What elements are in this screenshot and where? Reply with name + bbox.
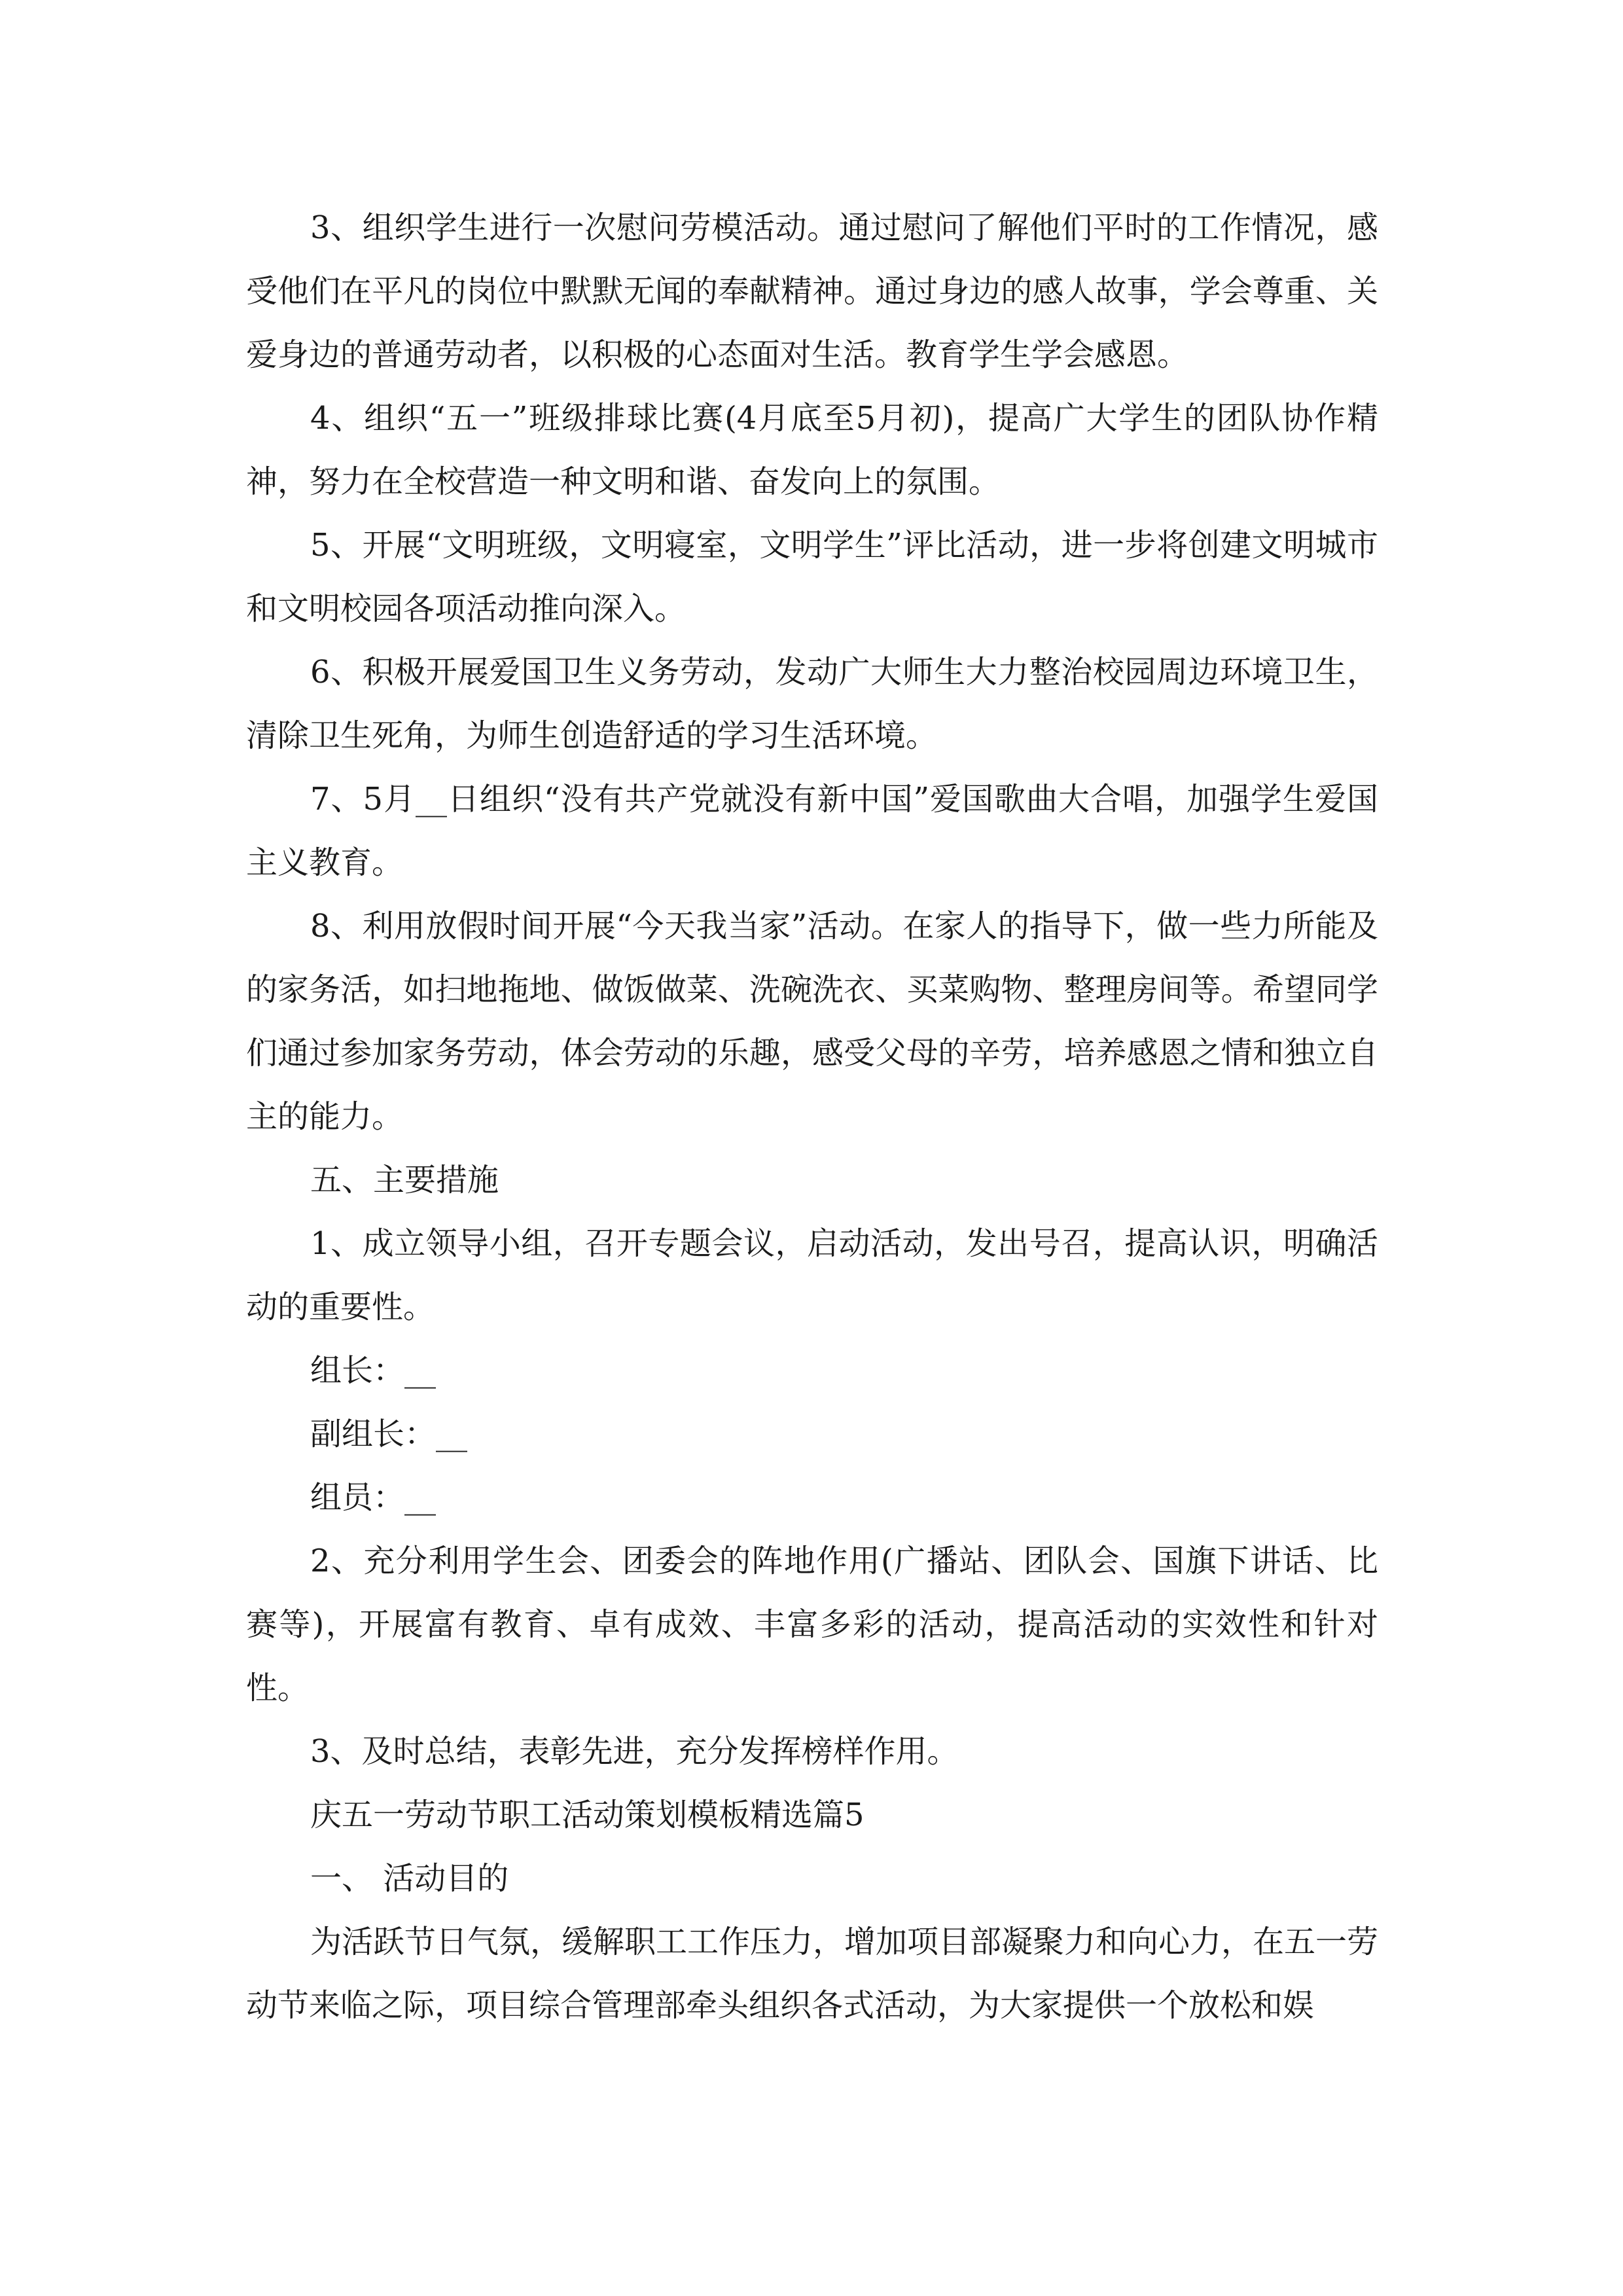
paragraph-activity-purpose: 为活跃节日气氛，缓解职工工作压力，增加项目部凝聚力和向心力，在五一劳动节来临之际，项目综合管理部牵头组织各式活动，为大家提供一个放松和娱 bbox=[246, 1924, 1379, 2024]
paragraph-item-8-housework: 8、利用放假时间开展“今天我当家”活动。在家人的指导下，做一些力所能及的家务活，如扫地拖地、做饭做菜、洗碗洗衣、买菜购物、整理房间等。希望同学们通过参加家务劳动，体会劳动的乐趣，感受父母的辛劳，培养感恩之情和独立自主的能力。 bbox=[246, 908, 1378, 1135]
article-title-part-5: 庆五一劳动节职工活动策划模板精选篇5 bbox=[310, 1797, 865, 1833]
paragraph-measure-3-summary: 3、及时总结，表彰先进，充分发挥榜样作用。 bbox=[310, 1733, 959, 1770]
paragraph-measure-2-student-union: 2、充分利用学生会、团委会的阵地作用(广播站、团队会、国旗下讲话、比赛等)，开展富有教育、卓有成效、丰富多彩的活动，提高活动的实效性和针对性。 bbox=[246, 1543, 1378, 1706]
section-heading-activity-purpose: 一、 活动目的 bbox=[310, 1860, 509, 1897]
paragraph-item-5-civilized-selection: 5、开展“文明班级，文明寝室，文明学生”评比活动，进一步将创建文明城市和文明校园各项活动推向深入。 bbox=[246, 527, 1378, 627]
paragraph-item-3-condolence: 3、组织学生进行一次慰问劳模活动。通过慰问了解他们平时的工作情况，感受他们在平凡的岗位中默默无闻的奉献精神。通过身边的感人故事，学会尊重、关爱身边的普通劳动者，以积极的心态面对生活。教育学生学会感恩。 bbox=[246, 209, 1378, 373]
paragraph-item-6-hygiene-labor: 6、积极开展爱国卫生义务劳动，发动广大师生大力整治校园周边环境卫生，清除卫生死角，为师生创造舒适的学习生活环境。 bbox=[246, 654, 1378, 754]
section-heading-main-measures: 五、主要措施 bbox=[310, 1162, 499, 1198]
deputy-leader-line: 副组长：__ bbox=[310, 1416, 468, 1452]
group-member-line: 组员：__ bbox=[310, 1479, 437, 1516]
document-body bbox=[246, 196, 1378, 2037]
paragraph-measure-1-leadership: 1、成立领导小组，召开专题会议，启动活动，发出号召，提高认识，明确活动的重要性。 bbox=[246, 1225, 1378, 1325]
group-leader-line: 组长：__ bbox=[310, 1352, 437, 1389]
paragraph-item-4-volleyball: 4、组织“五一”班级排球比赛(4月底至5月初)，提高广大学生的团队协作精神，努力在全校营造一种文明和谐、奋发向上的氛围。 bbox=[246, 400, 1378, 500]
paragraph-item-7-chorus: 7、5月__日组织“没有共产党就没有新中国”爱国歌曲大合唱，加强学生爱国主义教育。 bbox=[246, 781, 1378, 881]
